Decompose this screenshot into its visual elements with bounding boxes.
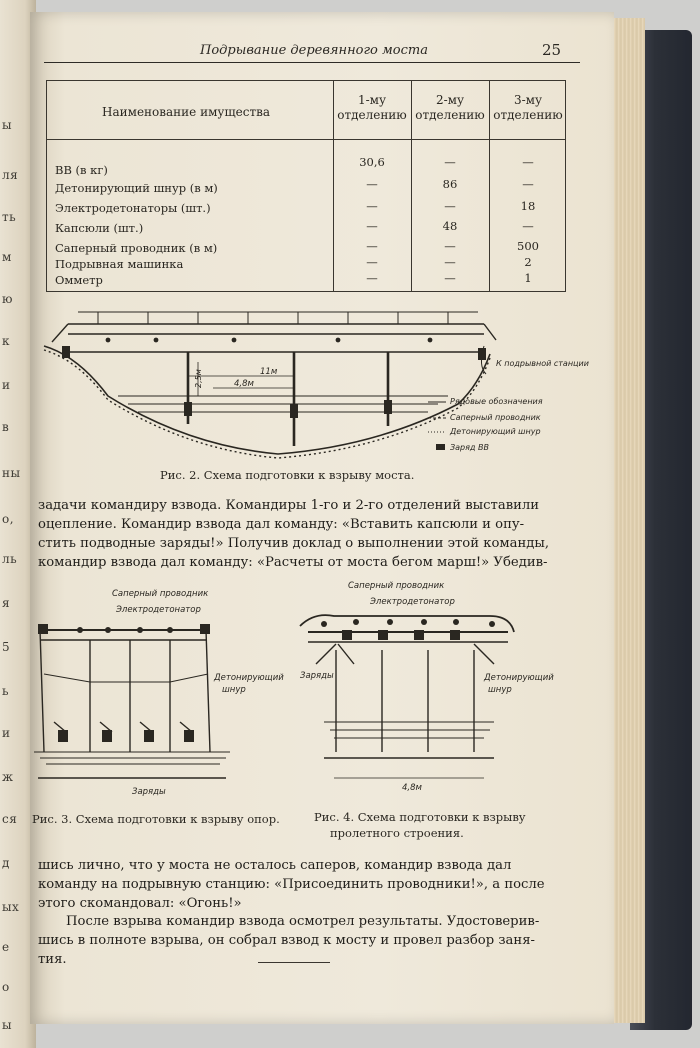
label-detonator: Электродетонатор <box>116 605 201 615</box>
table-cell: 30,6 <box>359 155 385 169</box>
fragment: ся <box>2 812 18 826</box>
table-cell: — <box>444 271 456 285</box>
column-header-line: отделению <box>337 108 407 122</box>
dim-label: 4,8м <box>402 783 422 793</box>
table-cell: — <box>444 199 456 213</box>
table-cell: — <box>366 271 378 285</box>
legend-item: Саперный проводник <box>450 413 541 422</box>
row-label: ВВ (в кг) <box>55 163 108 177</box>
row-label: Подрывная машинка <box>55 257 184 271</box>
text-line: тия. <box>38 952 67 967</box>
legend-item: Заряд ВВ <box>450 443 489 452</box>
text-line: команду на подрывную станцию: «Присоединить проводники!», а после <box>38 877 545 892</box>
label-cord: шнур <box>488 685 512 695</box>
text-line: командир взвода дал команду: «Расчеты от моста бегом марш!» Убедив- <box>38 555 548 570</box>
table-cell: — <box>444 239 456 253</box>
fragment: ы <box>2 1018 13 1032</box>
fragment: ж <box>2 770 14 784</box>
fragment: ь <box>2 684 10 698</box>
text-line: стить подводные заряды!» Получив доклад о выполнении этой команды, <box>38 536 550 551</box>
table-cell: — <box>522 155 534 169</box>
label-charges: Заряды <box>300 671 334 681</box>
dim-span-label: 4,8м <box>234 379 254 389</box>
table-cell: — <box>366 199 378 213</box>
fragment: и <box>2 378 11 392</box>
fragment: ль <box>2 552 18 566</box>
label-wire: Саперный проводник <box>112 589 209 599</box>
dim-span-label: 11м <box>260 367 278 377</box>
table-cell: 86 <box>442 177 458 191</box>
fragment: о, <box>2 512 15 526</box>
paragraph <box>38 912 578 969</box>
running-header <box>30 40 614 62</box>
label-cord: Детонирующий <box>214 673 284 683</box>
fragment: ы <box>2 118 13 132</box>
fragment: ых <box>2 900 20 914</box>
fragment: ть <box>2 210 17 224</box>
fragment: о <box>2 980 10 994</box>
dim-height-label: 2,5м <box>194 369 203 388</box>
figure-4-span-diagram <box>294 572 554 812</box>
table-header-rule <box>47 139 565 140</box>
row-label: Саперный проводник (в м) <box>55 241 218 255</box>
table-cell: — <box>366 255 378 269</box>
figure-2-caption: Рис. 2. Схема подготовки к взрыву моста. <box>160 468 415 482</box>
column-header-line: 3-му <box>513 93 543 107</box>
fragment: ю <box>2 292 13 306</box>
table-cell: 1 <box>524 271 532 285</box>
figure-3-caption: Рис. 3. Схема подготовки к взрыву опор. <box>32 812 280 826</box>
label-wire: Саперный проводник <box>348 581 445 591</box>
fragment: 5 <box>2 640 11 654</box>
table-cell: 2 <box>524 255 532 269</box>
fragment: ля <box>2 168 19 182</box>
label-detonator: Электродетонатор <box>370 597 455 607</box>
row-label: Омметр <box>55 273 103 287</box>
table-cell: — <box>366 239 378 253</box>
column-header-line: отделению <box>415 108 485 122</box>
fragment: я <box>2 596 11 610</box>
text-line: После взрыва командир взвода осмотрел результаты. Удостоверив- <box>66 914 540 929</box>
figure-3-pier-diagram <box>30 582 284 812</box>
column-header-1 <box>333 93 411 123</box>
table-cell: — <box>366 219 378 233</box>
legend-item: Рядовые обозначения <box>450 397 543 406</box>
table-cell: — <box>366 177 378 191</box>
column-header-line: 1-му <box>357 93 387 107</box>
text-line: шись лично, что у моста не осталось саперов, командир взвода дал <box>38 858 512 873</box>
row-label: Детонирующий шнур (в м) <box>55 181 218 195</box>
row-label: Капсюли (шт.) <box>55 221 144 235</box>
table-cell: 500 <box>517 239 539 253</box>
table-cell: 48 <box>442 219 458 233</box>
fragment: и <box>2 726 11 740</box>
figure-4-caption-line: Рис. 4. Схема подготовки к взрыву <box>314 810 526 824</box>
label-cord: Детонирующий <box>484 673 554 683</box>
table-cell: — <box>444 155 456 169</box>
fragment: в <box>2 420 10 434</box>
table-cell: — <box>522 219 534 233</box>
figure-2-bridge-diagram <box>38 296 588 466</box>
column-header-2 <box>411 93 489 123</box>
label-cord: шнур <box>222 685 246 695</box>
label-charges: Заряды <box>132 787 166 797</box>
text-line: оцепление. Командир взвода дал команду: «Вставить капсюли и опу- <box>38 517 525 532</box>
paragraph <box>38 496 578 572</box>
footer-rule <box>258 962 330 963</box>
book-page <box>30 12 614 1024</box>
fragment: ны <box>2 466 21 480</box>
text-line: этого скомандовал: «Огонь!» <box>38 896 242 911</box>
column-header-name: Наименование имущества <box>102 105 271 119</box>
equipment-table <box>46 80 566 292</box>
figure-4-caption-line: пролетного строения. <box>330 826 464 840</box>
legend-item: Детонирующий шнур <box>450 427 541 436</box>
column-header-line: 2-му <box>435 93 465 107</box>
column-header-3 <box>489 93 567 123</box>
running-title: Подрывание деревянного моста <box>200 43 428 58</box>
fragment: к <box>2 334 10 348</box>
row-label: Электродетонаторы (шт.) <box>55 201 211 215</box>
text-line: задачи командиру взвода. Командиры 1-го и 2-го отделений выставили <box>38 498 540 513</box>
station-label: К подрывной станции <box>496 359 589 368</box>
column-header-line: отделению <box>493 108 563 122</box>
table-cell: — <box>522 177 534 191</box>
table-cell: — <box>444 255 456 269</box>
fragment: е <box>2 940 10 954</box>
text-line: шись в полноте взрыва, он собрал взвод к мосту и провел разбор заня- <box>38 933 535 948</box>
fragment: д <box>2 856 10 870</box>
header-rule <box>44 62 580 63</box>
table-cell: 18 <box>520 199 536 213</box>
page-number: 25 <box>542 41 562 59</box>
fragment: м <box>2 250 12 264</box>
paragraph <box>38 856 578 913</box>
